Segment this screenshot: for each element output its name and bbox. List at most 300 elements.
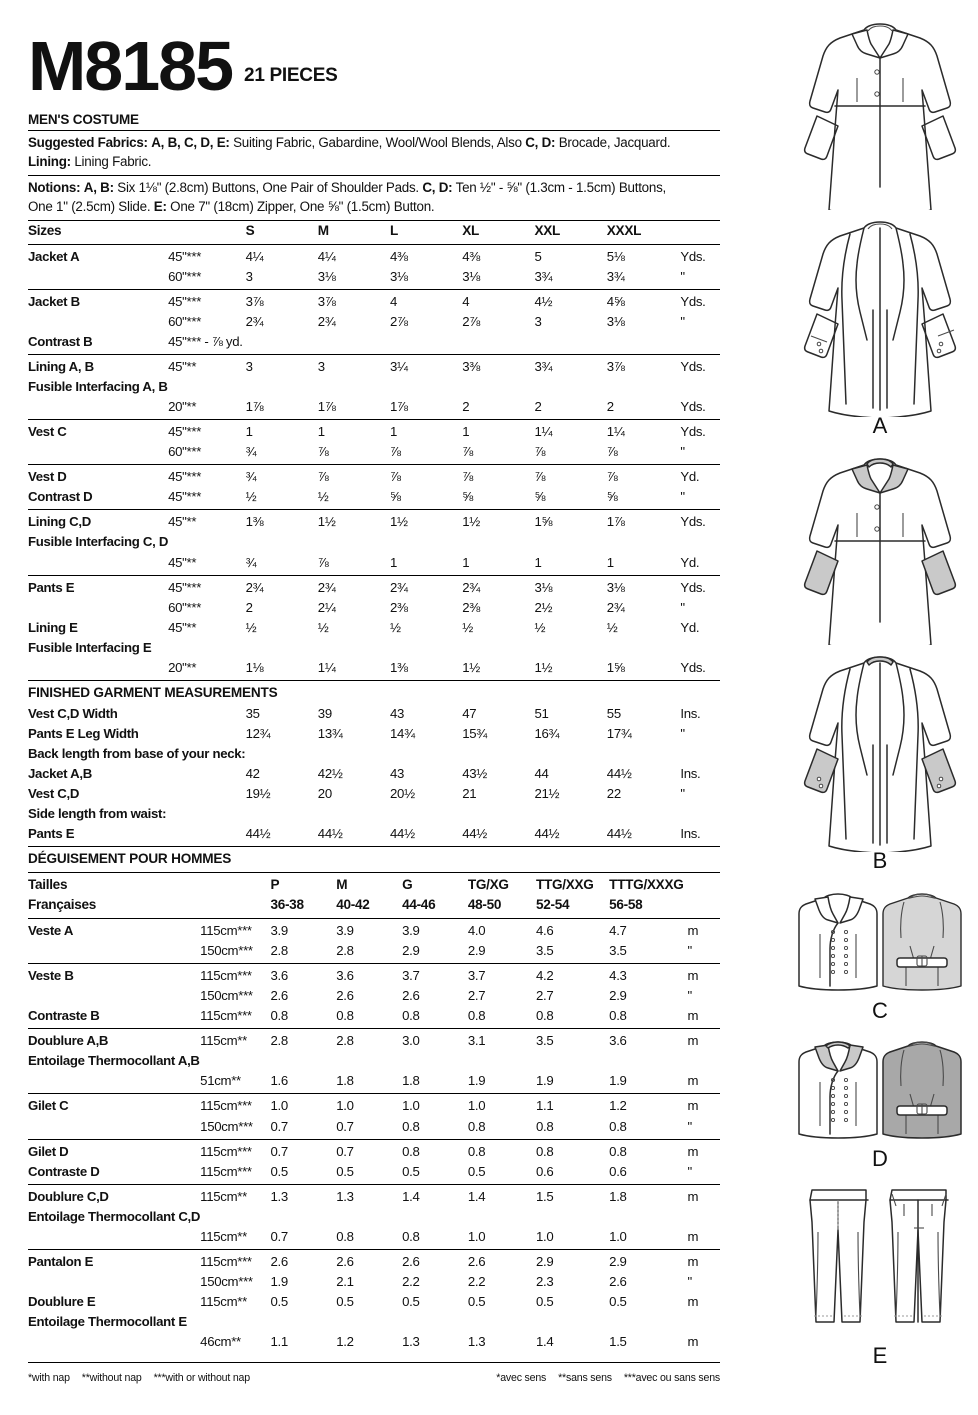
row-fabric-width: 115cm*** [200,922,252,938]
table-row [28,1162,720,1182]
row-value-4: 1.9 [535,1073,554,1089]
row-unit: " [680,489,685,505]
row-unit: m [687,1143,699,1159]
row-value-2: 44½ [390,825,415,841]
row-fabric-width: 115cm*** [200,1143,252,1159]
spacer-cell [168,221,246,242]
row-label [28,658,168,678]
sizes-label: Sizes [28,223,62,238]
row-value-3: 3.1 [467,1033,486,1049]
row-unit: " [687,1163,692,1179]
row-value-1: 1¼ [317,659,336,675]
row-unit: " [680,268,685,284]
row-value-0: 4¼ [245,248,264,264]
row-value-0: 35 [245,705,260,721]
row-value-0: 3 [245,358,253,374]
row-value-5: 0.8 [609,1143,627,1159]
row-value-3: 1.0 [467,1098,486,1114]
row-unit: m [687,1188,699,1204]
imperial-yardage-table [28,221,720,849]
table-row [28,1051,720,1071]
figure-jacket-a-front [790,10,970,210]
row-value-5: 1⅝ [606,659,625,675]
row-value-1: 1⅞ [317,399,336,415]
row-value-5: 17¾ [606,725,632,741]
row-value-3: ⅞ [462,469,473,485]
row-unit: m [687,1294,699,1310]
row-value-4: 2.9 [535,1253,554,1269]
row-value-1: ½ [317,619,329,635]
figure-pants-e [790,1182,970,1367]
row-value-3: 1.0 [467,1228,486,1244]
row-value-1: ⅞ [317,469,329,485]
row-value-4: 4.6 [535,922,554,938]
row-value-2: 2¾ [390,579,408,595]
row-value-2: ⅞ [390,469,401,485]
row-value-5: 5⅛ [606,248,625,264]
row-fabric-width: 45"** [168,619,197,635]
row-label: Fusible Interfacing E [28,639,152,655]
row-value-1: 13¾ [317,725,343,741]
row-value-4: 3⅛ [534,579,553,595]
row-value-4: 3 [534,313,542,329]
figure-jacket-b-back [790,647,970,872]
row-value-1: 3.6 [336,968,354,984]
row-unit [680,332,720,352]
spacer-unit [680,221,720,242]
jacket-a-back-drawing [795,212,965,417]
row-value-4: 4.2 [535,968,554,984]
row-label: Entoilage Thermocollant C,D [28,1208,201,1224]
table-row [28,332,720,352]
table-row [28,467,720,487]
row-label-continued [168,532,720,552]
row-value-3: 0.8 [467,1008,486,1024]
row-unit: Yds. [680,659,706,675]
row-fabric-width: 115cm** [200,1033,247,1049]
row-label: Contraste D [28,1163,100,1179]
header-title-row [28,18,720,105]
row-value-2: ½ [390,619,401,635]
metric-section-header [28,849,720,870]
row-label [28,553,168,573]
footnote-en-1: **without nap [81,1372,142,1384]
row-value-2: 3¼ [390,358,408,374]
row-value-5: 55 [606,705,621,721]
table-row [28,1187,720,1207]
lining-label: Lining: [28,153,71,169]
row-value-5: 2 [606,399,614,415]
row-fabric-width: 45"** [168,554,197,570]
notions-view-codes-2: C, D: [422,180,453,195]
row-value-4: 2.7 [535,988,554,1004]
row-value-4: 16¾ [534,725,560,741]
row-value-1: 39 [317,705,332,721]
row-label [28,986,200,1006]
row-value-0: 42 [245,765,260,781]
pieces-count: 21 PIECES [244,65,338,86]
row-label: Doublure A,B [28,1033,109,1049]
row-value-5: ⅞ [606,469,618,485]
row-value-3: 2.7 [467,988,486,1004]
specification-column [28,18,720,1352]
row-value-2: 1⅞ [390,399,408,415]
table-row [28,1252,720,1272]
row-unit: Yds. [680,248,706,264]
row-value-3: 2.6 [467,1253,486,1269]
row-value-5: 1¼ [606,424,625,440]
row-value-3: 1½ [462,659,480,675]
table-row [28,824,720,844]
row-value-0: 2.6 [270,1253,288,1269]
row-value-1: 1.3 [336,1188,354,1204]
row-value-5: 0.8 [609,1008,627,1024]
spacer-cell [200,875,270,896]
row-value-3: 44½ [462,825,488,841]
row-label: Contrast D [28,489,93,505]
table-row [28,1312,720,1332]
metric-size-header-0: P [270,876,280,892]
figure-vest-d [790,1030,970,1170]
row-value-3: ⅝ [462,489,473,505]
metric-yardage-table [28,849,720,1352]
row-value-4: 1½ [534,659,553,675]
row-label-continued [200,1207,720,1227]
table-row [28,312,720,332]
row-unit: m [687,1073,699,1089]
row-value-2: 14¾ [390,725,415,741]
table-row [28,1272,720,1292]
row-value-2: 0.8 [402,1143,420,1159]
table-row [28,422,720,442]
size-header-4: XXL [534,223,560,238]
row-value-4: 3¾ [534,268,553,284]
row-fabric-width: 115cm** [200,1294,247,1310]
row-value-2: 1½ [390,514,408,530]
row-value-0: 1⅞ [245,399,264,415]
table-row [28,1292,720,1312]
row-value-1: ⅞ [317,554,329,570]
row-value-2: 1.0 [402,1098,420,1114]
row-value-3: 0.8 [467,1118,486,1134]
row-fabric-width: 150cm*** [200,988,253,1004]
row-label: Fusible Interfacing C, D [28,534,169,550]
table-row [28,1071,720,1091]
row-value-1: 0.7 [336,1143,354,1159]
row-label: Pants E [28,579,75,595]
footnote-fr-1: **sans sens [558,1372,612,1384]
row-value-4: ⅞ [534,444,546,460]
row-value-5: 3.6 [609,1033,627,1049]
row-value-0: ¾ [245,444,257,460]
row-fabric-width: 150cm*** [200,1118,253,1134]
row-value-4: 0.8 [535,1118,554,1134]
row-value-1: 0.5 [336,1163,354,1179]
row-unit: Yds. [680,358,706,374]
row-value-4: 2½ [534,599,553,615]
row-value-5: 0.8 [609,1118,627,1134]
row-unit: " [680,725,685,741]
row-value-2: 3⅛ [390,268,408,284]
row-value-4: 2 [534,399,542,415]
row-label: Lining C,D [28,514,91,530]
row-fabric-width: 45"*** [168,248,202,264]
row-label: Doublure C,D [28,1188,109,1204]
row-label [28,397,168,417]
row-label [28,1227,200,1247]
row-value-4: ⅞ [534,469,546,485]
row-value-4: 1⅝ [534,514,553,530]
row-value-3: 4 [462,293,470,309]
row-value-5: 3⅛ [606,313,625,329]
row-value-2: 0.8 [402,1008,420,1024]
row-label: Back length from base of your neck: [28,745,246,761]
row-value-1: 3.9 [336,922,354,938]
row-value-3: ⅞ [462,444,473,460]
row-value-3: 1.4 [467,1188,486,1204]
metric-measure-1: 40-42 [336,897,370,913]
table-row [28,1096,720,1116]
row-value-1: ½ [317,489,329,505]
metric-size-header-2: G [402,876,413,892]
row-value-3: 2⅜ [462,599,480,615]
row-value-5: 44½ [606,825,632,841]
row-value-0: 2.8 [270,943,288,959]
row-value-5: 44½ [606,765,632,781]
row-value-3: 1 [462,424,470,440]
table-row [28,724,720,744]
row-fabric-width: 60"*** [168,268,202,284]
row-value-5: 0.6 [609,1163,627,1179]
row-label: Doublure E [28,1294,96,1310]
table-row [28,638,720,658]
row-value-1: 4¼ [317,248,336,264]
row-value-4: 21½ [534,785,560,801]
row-value-3: 2¾ [462,579,480,595]
row-label: Fusible Interfacing A, B [28,379,168,395]
row-unit: Yds. [680,514,706,530]
row-unit: Yds. [680,399,706,415]
vest-c-drawing [792,882,968,1002]
row-value-3: 2⅞ [462,313,480,329]
row-value-5: 3¾ [606,268,625,284]
row-value-1: 1.8 [336,1073,354,1089]
row-value-1 [318,332,390,352]
row-fabric-width: 45"*** [168,469,202,485]
row-value-0: 0.7 [270,1118,288,1134]
row-value-1: 1½ [317,514,336,530]
vest-d-drawing [792,1030,968,1150]
row-value-0: 1 [245,424,253,440]
footnotes [28,1372,720,1384]
row-fabric-width: 115cm** [200,1188,247,1204]
row-value-0: 2.8 [270,1033,288,1049]
row-value-5: 1.9 [609,1073,627,1089]
notions-line2-b: One 7" (18cm) Zipper, One ⅝" (1.5cm) Button. [170,198,435,214]
row-value-5: 3⅛ [606,579,625,595]
figure-label-vest-c: C [872,998,888,1023]
row-label: Vest C [28,424,67,440]
table-row [28,1031,720,1051]
table-row [28,618,720,638]
row-fabric-width: 60"*** [168,444,202,460]
row-value-2: 3.7 [402,968,420,984]
row-value-0: ½ [245,619,257,635]
row-unit: Ins. [680,825,701,841]
table-row [28,1006,720,1026]
row-unit: m [687,922,699,938]
row-fabric-width: 115cm*** [200,1008,252,1024]
row-value-2: 1 [390,424,398,440]
row-unit: " [680,444,685,460]
row-fabric-width: 51cm** [200,1073,241,1089]
row-label: Jacket A [28,248,80,264]
row-value-0: 2.6 [270,988,288,1004]
fabrics-view-codes: A, B, C, D, E: [151,135,230,150]
figure-jacket-b-front [790,445,970,645]
row-value-4: 44 [534,765,549,781]
row-value-2: ⅞ [390,444,401,460]
table-row [28,578,720,598]
row-value-3: ½ [462,619,473,635]
row-label: Contraste B [28,1008,100,1024]
imperial-size-header [28,221,720,242]
row-unit: m [687,1098,699,1114]
row-value-5: 2.6 [609,1273,627,1289]
row-unit: m [687,1228,699,1244]
row-unit: Yds. [680,293,706,309]
fabrics-label: Suggested Fabrics: [28,135,148,150]
row-value-5: 2¾ [606,599,625,615]
row-value-0: 1.0 [270,1098,288,1114]
table-row [28,764,720,784]
row-value-5 [607,332,681,352]
row-value-1: 2¾ [317,579,336,595]
row-value-4: 3.5 [535,943,554,959]
metric-measure-2: 44-46 [402,897,436,913]
row-value-4 [534,332,606,352]
row-value-4: 1.1 [535,1098,554,1114]
row-value-5: ⅞ [606,444,618,460]
row-label [28,442,168,462]
row-value-3: 15¾ [462,725,488,741]
row-label [28,941,200,961]
row-label: Gilet C [28,1098,69,1114]
figure-label-vest-d: D [872,1146,888,1171]
row-unit: m [687,1008,699,1024]
row-value-3: 47 [462,705,477,721]
row-value-2: 3.0 [402,1033,420,1049]
metric-measure-0: 36-38 [270,897,304,913]
row-fabric-width: 45"** [168,514,197,530]
row-value-5: 1.5 [609,1334,627,1350]
row-value-5: 0.5 [609,1294,627,1310]
row-value-4: 5 [534,248,542,264]
row-fabric-width: 150cm*** [200,943,253,959]
row-value-0: 0.8 [270,1008,288,1024]
notions-view-codes-3: E: [153,198,167,214]
row-value-1: 2.8 [336,943,354,959]
row-fabric-width: 60"*** [168,313,202,329]
row-value-4: 4½ [534,293,553,309]
row-value-1: 0.5 [336,1294,354,1310]
metric-size-header-1: M [336,876,348,892]
row-value-2: 2⅜ [390,599,408,615]
row-value-2 [390,332,462,352]
metric-measure-3: 48-50 [467,897,502,913]
row-fabric-width: 45"*** [168,489,202,505]
size-header-0: S [245,223,255,238]
row-value-1: 0.7 [336,1118,354,1134]
row-fabric-width: 115cm*** [200,968,252,984]
row-label: Pantalon E [28,1253,94,1269]
row-value-3: 1 [462,554,470,570]
pattern-number: M8185 [28,26,233,105]
row-value-4: 1¼ [534,424,553,440]
metric-size-header-4: TTG/XXG [535,876,594,892]
row-label-continued [168,377,720,397]
row-value-5: 1.8 [609,1188,627,1204]
table-row [28,704,720,724]
table-row [28,1332,720,1352]
row-value-4: 3.5 [535,1033,554,1049]
row-label: Veste A [28,922,74,938]
row-fabric-width: 115cm*** [200,1098,252,1114]
row-unit: " [680,599,685,615]
jacket-b-front-drawing [795,445,965,645]
finished-measurements-title: FINISHED GARMENT MEASUREMENTS [28,684,278,700]
lining-text: Lining Fabric. [74,153,152,169]
row-value-1: 20 [317,785,332,801]
row-value-0: ¾ [245,469,257,485]
row-value-0: ½ [245,489,257,505]
row-value-2: 2.6 [402,988,420,1004]
row-value-4: 1 [534,554,542,570]
row-value-2: ⅝ [390,489,401,505]
row-label [28,1332,200,1352]
figure-jacket-a-back [790,212,970,437]
row-fabric-width: 46cm** [200,1334,241,1350]
row-value-1: 3⅛ [317,268,336,284]
footnote-divider [28,1362,720,1363]
metric-size-header-3: TG/XG [467,876,509,892]
row-label: Lining E [28,619,78,635]
row-value-5: 4.7 [609,922,627,938]
notions-line2-a: One 1" (2.5cm) Slide. [28,198,151,214]
row-value-3: 21 [462,785,477,801]
row-label: Contrast B [28,333,93,349]
row-value-0: 3.9 [270,922,288,938]
size-header-5: XXXL [606,223,642,238]
row-value-1: ⅞ [317,444,329,460]
row-label [28,312,168,332]
table-row [28,397,720,417]
row-value-1: 3⅞ [317,293,336,309]
row-value-3: 2.9 [467,943,486,959]
row-value-5: 3⅞ [606,358,625,374]
table-row [28,1227,720,1247]
row-value-3: 4.0 [467,922,486,938]
spacer-cell [200,895,270,916]
row-value-2: 0.5 [402,1163,420,1179]
row-value-2: 4⅜ [390,248,408,264]
table-row [28,804,720,824]
row-unit: Yd. [680,469,700,485]
row-value-4: 1.5 [535,1188,554,1204]
row-value-0: 0.5 [270,1163,288,1179]
row-label: Veste B [28,968,74,984]
row-value-2: 20½ [390,785,415,801]
